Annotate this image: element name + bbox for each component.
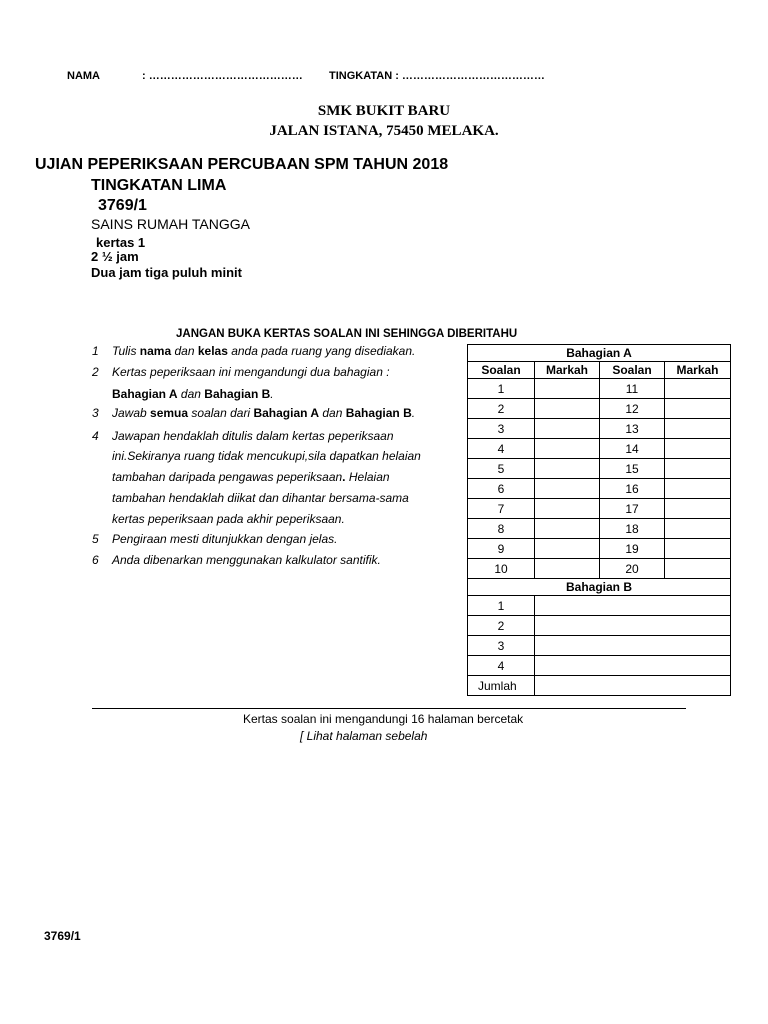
instruction-text: tambahan daripada pengawas peperiksaan bbox=[112, 470, 343, 484]
mark-cell bbox=[665, 559, 731, 579]
instruction-text: . bbox=[270, 387, 274, 401]
question-number: 3 bbox=[468, 419, 535, 439]
nama-label: NAMA bbox=[67, 70, 100, 82]
mark-cell bbox=[535, 499, 600, 519]
score-table bbox=[467, 344, 731, 696]
question-number: 10 bbox=[468, 559, 535, 579]
instruction-bold-text: semua bbox=[150, 406, 189, 420]
instruction-text: dan bbox=[319, 406, 346, 420]
question-number: 3 bbox=[468, 636, 535, 656]
instruction-text: Jawapan hendaklah ditulis dalam kertas peperiksaan bbox=[112, 429, 394, 443]
instruction-item bbox=[92, 470, 390, 484]
pages-note: Kertas soalan ini mengandungi 16 halaman bercetak bbox=[243, 712, 524, 726]
instruction-item bbox=[92, 406, 415, 420]
instruction-text: Pengiraan mesti ditunjukkan dengan jelas. bbox=[112, 532, 338, 546]
instruction-number: 1 bbox=[92, 344, 99, 358]
instruction-bold-text: Bahagian A bbox=[112, 387, 178, 401]
table-row bbox=[468, 616, 731, 636]
instruction-number: 2 bbox=[92, 365, 99, 379]
instruction-number: 5 bbox=[92, 532, 99, 546]
instruction-bold-text: . bbox=[342, 470, 346, 484]
question-number: 9 bbox=[468, 539, 535, 559]
exam-title: UJIAN PEPERIKSAAN PERCUBAAN SPM TAHUN 2018 bbox=[35, 156, 449, 173]
instruction-text: Kertas peperiksaan ini mengandungi dua bahagian : bbox=[112, 365, 390, 379]
table-row bbox=[468, 419, 731, 439]
question-number: 18 bbox=[600, 519, 665, 539]
mark-cell bbox=[535, 419, 600, 439]
instruction-text: anda pada ruang yang disediakan. bbox=[227, 344, 416, 358]
table-row bbox=[468, 596, 731, 616]
instruction-item bbox=[92, 512, 345, 526]
mark-cell bbox=[535, 656, 731, 676]
table-row bbox=[468, 399, 731, 419]
table-row bbox=[468, 479, 731, 499]
instruction-text: ini.Sekiranya ruang tidak mencukupi,sila dapatkan helaian bbox=[112, 449, 421, 463]
mark-cell bbox=[665, 539, 731, 559]
question-number: 11 bbox=[600, 379, 665, 399]
section-b-header: Bahagian B bbox=[468, 579, 731, 596]
col-soalan: Soalan bbox=[600, 362, 665, 379]
mark-cell bbox=[665, 439, 731, 459]
mark-cell bbox=[665, 499, 731, 519]
instruction-item bbox=[92, 429, 394, 443]
mark-cell bbox=[535, 596, 731, 616]
total-mark-cell bbox=[535, 676, 731, 696]
question-number: 1 bbox=[468, 596, 535, 616]
mark-cell bbox=[535, 439, 600, 459]
instruction-number: 4 bbox=[92, 429, 99, 443]
mark-cell bbox=[535, 559, 600, 579]
instructions-heading: JANGAN BUKA KERTAS SOALAN INI SEHINGGA DIBERITAHU bbox=[176, 328, 518, 340]
school-address: JALAN ISTANA, 75450 MELAKA. bbox=[269, 123, 499, 139]
question-number: 4 bbox=[468, 439, 535, 459]
instruction-bold-text: Bahagian A bbox=[253, 406, 320, 420]
instruction-text: Jawab bbox=[112, 406, 151, 420]
exam-duration: 2 ½ jam bbox=[91, 249, 139, 264]
instruction-item bbox=[92, 344, 415, 358]
col-markah: Markah bbox=[665, 362, 731, 379]
col-soalan: Soalan bbox=[468, 362, 535, 379]
mark-cell bbox=[535, 519, 600, 539]
table-row bbox=[468, 379, 731, 399]
mark-cell bbox=[665, 419, 731, 439]
mark-cell bbox=[665, 479, 731, 499]
mark-cell bbox=[535, 616, 731, 636]
question-number: 13 bbox=[600, 419, 665, 439]
question-number: 6 bbox=[468, 479, 535, 499]
instruction-number: 3 bbox=[92, 406, 99, 420]
mark-cell bbox=[665, 519, 731, 539]
total-label: Jumlah bbox=[468, 676, 535, 696]
instruction-text: soalan dari bbox=[188, 406, 254, 420]
instruction-text: tambahan hendaklah diikat dan dihantar bersama-sama bbox=[112, 491, 409, 505]
instruction-bold-text: Bahagian B bbox=[204, 387, 271, 401]
question-number: 4 bbox=[468, 656, 535, 676]
instruction-text: Helaian bbox=[345, 470, 390, 484]
question-number: 2 bbox=[468, 399, 535, 419]
question-number: 19 bbox=[600, 539, 665, 559]
question-number: 2 bbox=[468, 616, 535, 636]
mark-cell bbox=[665, 459, 731, 479]
table-row bbox=[468, 439, 731, 459]
mark-cell bbox=[665, 379, 731, 399]
mark-cell bbox=[535, 479, 600, 499]
table-row bbox=[468, 636, 731, 656]
instruction-item bbox=[92, 532, 337, 546]
exam-duration-words: Dua jam tiga puluh minit bbox=[91, 265, 242, 280]
col-markah: Markah bbox=[535, 362, 600, 379]
question-number: 5 bbox=[468, 459, 535, 479]
question-number: 7 bbox=[468, 499, 535, 519]
exam-paper: kertas 1 bbox=[96, 235, 146, 250]
question-number: 15 bbox=[600, 459, 665, 479]
instruction-text: dan bbox=[171, 344, 198, 358]
instruction-text: Anda dibenarkan menggunakan kalkulator santifik. bbox=[112, 553, 381, 567]
instruction-text: kertas peperiksaan pada akhir peperiksaan. bbox=[112, 512, 345, 526]
instruction-bold-text: kelas bbox=[197, 344, 228, 358]
instruction-item bbox=[92, 449, 421, 463]
exam-form: TINGKATAN LIMA bbox=[91, 177, 227, 194]
table-row bbox=[468, 459, 731, 479]
tingkatan-label: TINGKATAN : ………………………………… bbox=[329, 70, 545, 82]
mark-cell bbox=[535, 379, 600, 399]
table-row bbox=[468, 519, 731, 539]
table-row bbox=[468, 559, 731, 579]
mark-cell bbox=[535, 399, 600, 419]
nama-line: : …………………………………… bbox=[142, 70, 303, 82]
footer-code: 3769/1 bbox=[44, 929, 81, 943]
instruction-text: . bbox=[411, 406, 416, 420]
mark-cell bbox=[535, 539, 600, 559]
instruction-bold-text: nama bbox=[139, 344, 172, 358]
question-number: 14 bbox=[600, 439, 665, 459]
instruction-text: dan bbox=[177, 387, 205, 401]
question-number: 16 bbox=[600, 479, 665, 499]
question-number: 17 bbox=[600, 499, 665, 519]
instruction-bold-text: Bahagian B bbox=[345, 406, 412, 420]
question-number: 8 bbox=[468, 519, 535, 539]
instruction-item bbox=[92, 387, 274, 401]
table-row bbox=[468, 499, 731, 519]
table-row bbox=[468, 539, 731, 559]
mark-cell bbox=[535, 636, 731, 656]
section-a-header: Bahagian A bbox=[468, 345, 731, 362]
table-row bbox=[468, 656, 731, 676]
instruction-item bbox=[92, 491, 409, 505]
question-number: 20 bbox=[600, 559, 665, 579]
instruction-item bbox=[92, 365, 390, 379]
mark-cell bbox=[665, 399, 731, 419]
divider-line bbox=[92, 708, 686, 709]
exam-code: 3769/1 bbox=[98, 197, 147, 214]
school-name: SMK BUKIT BARU bbox=[317, 103, 451, 119]
question-number: 1 bbox=[468, 379, 535, 399]
instruction-number: 6 bbox=[92, 553, 99, 567]
exam-subject: SAINS RUMAH TANGGA bbox=[91, 216, 250, 232]
mark-cell bbox=[535, 459, 600, 479]
instruction-text: Tulis bbox=[112, 344, 140, 358]
turn-over-note: [ Lihat halaman sebelah bbox=[300, 729, 428, 743]
instruction-item bbox=[92, 553, 381, 567]
question-number: 12 bbox=[600, 399, 665, 419]
